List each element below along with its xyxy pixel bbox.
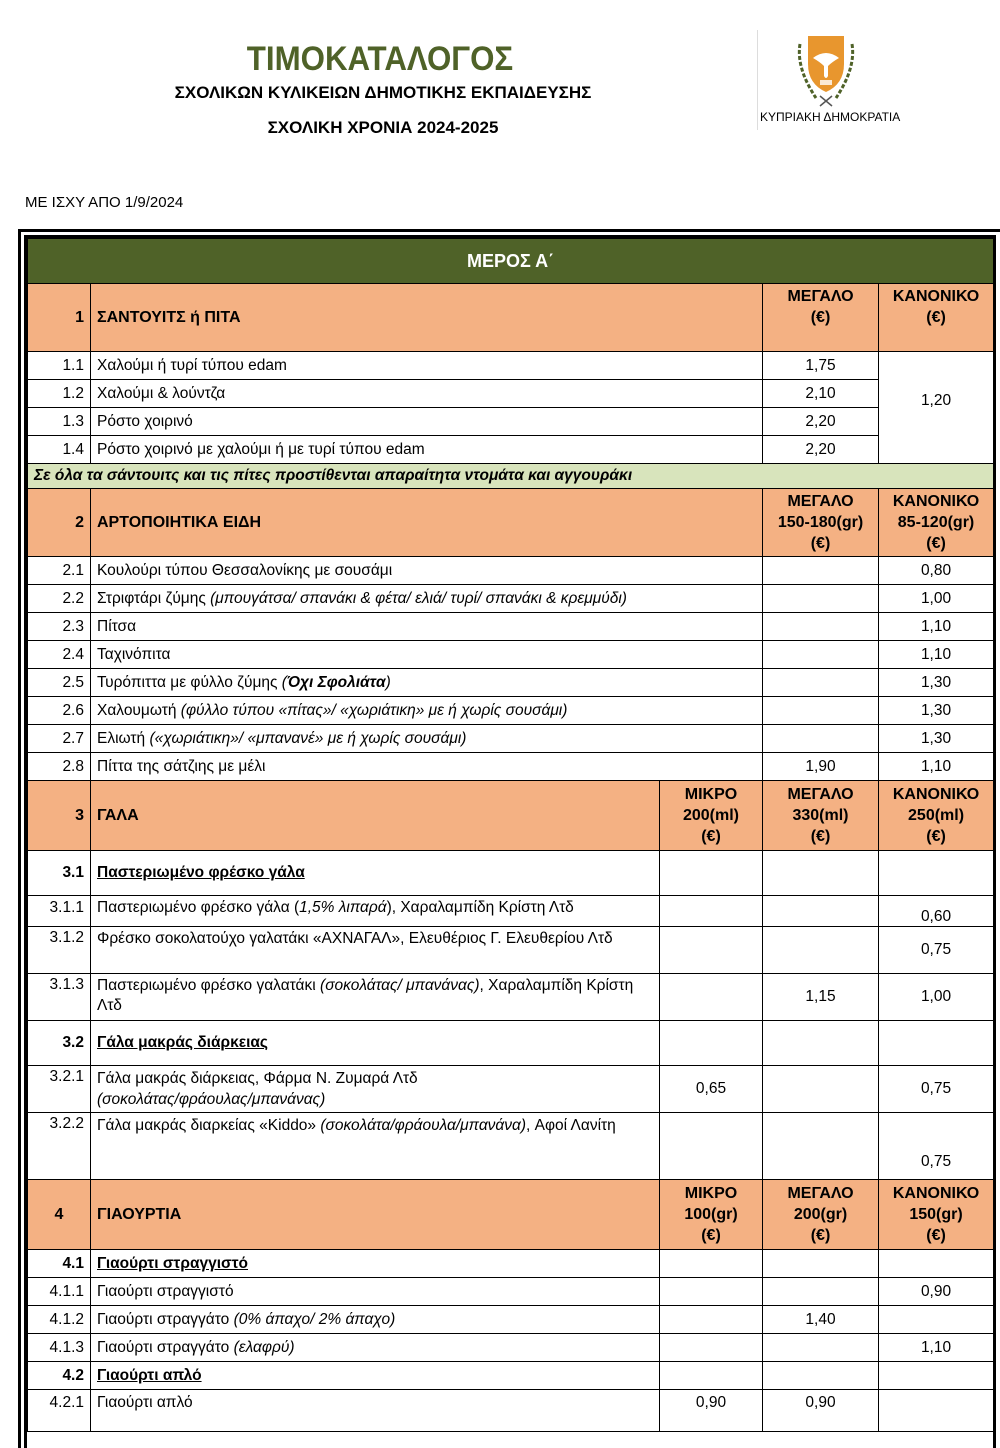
column-header-line: ΜΕΓΑΛΟ xyxy=(787,1185,854,1202)
subcategory-row xyxy=(28,1021,994,1066)
item-description-text: Γιαούρτι στραγγάτο xyxy=(97,1310,234,1328)
item-description-detail: (σοκολάτας/ μπανάνας) xyxy=(320,977,480,994)
column-header-regular xyxy=(879,489,994,557)
category-number: 1 xyxy=(28,284,91,352)
price-regular: 1,00 xyxy=(879,974,994,1021)
price-small: 0,65 xyxy=(660,1066,763,1113)
price-table xyxy=(27,238,994,1432)
table-row xyxy=(28,974,994,1021)
category-number: 4 xyxy=(28,1180,91,1250)
empty-cell xyxy=(879,851,994,896)
price-big xyxy=(763,585,879,613)
column-header-line: ΚΑΝΟΝΙΚΟ xyxy=(892,493,980,510)
item-description-text: Πίτσα xyxy=(97,617,137,635)
empty-cell xyxy=(763,851,879,896)
item-description-text: Γάλα μακράς διάρκειας, Φάρμα Ν. Ζυμαρά Λτδ xyxy=(97,1070,418,1087)
category-header-row xyxy=(28,284,994,352)
price-regular xyxy=(879,1306,994,1334)
item-description-text: Κουλούρι τύπου Θεσσαλονίκης με σουσάμι xyxy=(97,561,393,579)
school-year: ΣΧΟΛΙΚΗ ΧΡΟΝΙΑ 2024-2025 xyxy=(267,118,499,137)
column-header-line: 150-180(gr) xyxy=(777,514,864,531)
column-header-line: ΜΕΓΑΛΟ xyxy=(787,493,854,510)
table-row xyxy=(28,1066,994,1113)
page-title: ΤΙΜΟΚΑΤΑΛΟΓΟΣ xyxy=(246,40,514,78)
category-header-row xyxy=(28,1180,994,1250)
table-row xyxy=(28,408,994,436)
column-header-big xyxy=(763,284,879,352)
column-header-line: (€) xyxy=(701,828,721,845)
item-number: 3.1.1 xyxy=(28,896,91,927)
item-description xyxy=(91,974,660,1021)
category-number: 3 xyxy=(28,781,91,851)
item-number: 1.1 xyxy=(28,352,91,380)
price-big xyxy=(763,557,879,585)
item-description-text: Γάλα μακράς διαρκείας «Kiddo» xyxy=(97,1117,321,1134)
item-description: Φρέσκο σοκολατούχο γαλατάκι «ΑΧΝΑΓΑΛ», Ελευθέριος Γ. Ελευθερίου Λτδ xyxy=(91,927,660,974)
price-regular: 0,80 xyxy=(879,557,994,585)
price-small xyxy=(660,974,763,1021)
price-regular: 1,30 xyxy=(879,725,994,753)
price-big: 0,90 xyxy=(763,1390,879,1432)
item-description: Ρόστο χοιρινό xyxy=(91,408,763,436)
item-description-supplier: , Χαραλαμπίδη Κρίστη Λτδ xyxy=(97,977,634,1014)
price-big xyxy=(763,1066,879,1113)
part-title: ΜΕΡΟΣ Α΄ xyxy=(28,239,994,284)
item-description-detail: (σοκολάτας/φράουλας/μπανάνας) xyxy=(97,1091,326,1108)
table-row xyxy=(28,725,994,753)
item-number: 2.1 xyxy=(28,557,91,585)
item-number: 3.2.2 xyxy=(28,1113,91,1180)
item-description-text: Πίττα της σάτζιης με μέλι xyxy=(97,757,266,775)
price-big xyxy=(763,697,879,725)
category-title: ΓΑΛΑ xyxy=(91,781,660,851)
item-description-detail: ( xyxy=(281,673,287,691)
item-description-text: Παστεριωμένο φρέσκο γαλατάκι xyxy=(97,977,321,994)
column-header-line: (€) xyxy=(926,535,946,552)
item-description: Γιαούρτι απλό xyxy=(91,1390,660,1432)
table-row xyxy=(28,585,994,613)
table-row xyxy=(28,352,994,380)
price-regular: 0,75 xyxy=(879,927,994,974)
column-header-regular xyxy=(879,1180,994,1250)
price-big xyxy=(763,613,879,641)
table-row xyxy=(28,557,994,585)
item-number: 4.2.1 xyxy=(28,1390,91,1432)
price-big xyxy=(763,1278,879,1306)
table-row xyxy=(28,641,994,669)
column-header-line: ΚΑΝΟΝΙΚΟ xyxy=(892,786,980,803)
column-header-line: 200(gr) xyxy=(793,1206,848,1223)
logo xyxy=(757,30,908,130)
price-regular: 0,60 xyxy=(879,896,994,927)
column-header-line: (€) xyxy=(810,1227,831,1244)
column-header-line: ΜΕΓΑΛΟ xyxy=(787,786,854,803)
item-description xyxy=(91,697,763,725)
validity-date: ΜΕ ΙΣΧΥ ΑΠΟ 1/9/2024 xyxy=(25,194,184,211)
price-big: 2,20 xyxy=(763,436,879,464)
price-regular: 0,90 xyxy=(879,1278,994,1306)
price-regular: 1,10 xyxy=(879,1334,994,1362)
column-header-line: 150(gr) xyxy=(909,1206,963,1223)
column-header-big xyxy=(763,489,879,557)
item-number: 1.3 xyxy=(28,408,91,436)
item-description-text: Ταχινόπιτα xyxy=(97,645,171,663)
price-regular: 0,75 xyxy=(879,1066,994,1113)
table-row xyxy=(28,613,994,641)
column-header-line: (€) xyxy=(810,828,831,845)
column-header-line: ΜΙΚΡΟ xyxy=(684,1185,738,1202)
table-row xyxy=(28,1278,994,1306)
cyprus-coat-of-arms-icon xyxy=(786,32,866,112)
item-number: 2.7 xyxy=(28,725,91,753)
empty-cell xyxy=(660,1362,763,1390)
category-title: ΣΑΝΤΟΥΙΤΣ ή ΠΙΤΑ xyxy=(91,284,763,352)
item-description: Ρόστο χοιρινό με χαλούμι ή με τυρί τύπου edam xyxy=(91,436,763,464)
price-small xyxy=(660,1306,763,1334)
empty-cell xyxy=(660,1250,763,1278)
column-header-line: ΜΙΚΡΟ xyxy=(684,786,738,803)
price-small xyxy=(660,1113,763,1180)
price-small xyxy=(660,1334,763,1362)
item-description xyxy=(91,725,763,753)
item-description-text: Στριφτάρι ζύμης xyxy=(97,589,211,607)
item-description xyxy=(91,896,660,927)
column-header-line: 250(ml) xyxy=(908,807,965,824)
table-row xyxy=(28,1306,994,1334)
price-big xyxy=(763,927,879,974)
item-number: 1.2 xyxy=(28,380,91,408)
column-header-line: (€) xyxy=(701,1227,721,1244)
price-small: 0,90 xyxy=(660,1390,763,1432)
category-title: ΓΙΑΟΥΡΤΙΑ xyxy=(91,1180,660,1250)
note-text: Σε όλα τα σάντουιτς και τις πίτες προστίθενται απαραίτητα ντομάτα και αγγουράκι xyxy=(28,464,994,489)
column-header-line: ΜΕΓΑΛΟ xyxy=(787,288,854,305)
category-title: ΑΡΤΟΠΟΙΗΤΙΚΑ ΕΙΔΗ xyxy=(91,489,763,557)
item-description-text: Γιαούρτι στραγγάτο xyxy=(97,1338,234,1356)
price-small xyxy=(660,1278,763,1306)
table-row xyxy=(28,896,994,927)
item-number: 1.4 xyxy=(28,436,91,464)
item-description xyxy=(91,1278,660,1306)
subcategory-title: Γάλα μακράς διάρκειας xyxy=(91,1021,660,1066)
price-regular: 1,30 xyxy=(879,669,994,697)
price-big: 1,15 xyxy=(763,974,879,1021)
table-row xyxy=(28,927,994,974)
item-number: 4.1.3 xyxy=(28,1334,91,1362)
table-row xyxy=(28,669,994,697)
item-number: 2.8 xyxy=(28,753,91,781)
table-row xyxy=(28,1334,994,1362)
price-regular: 1,10 xyxy=(879,613,994,641)
empty-cell xyxy=(763,1021,879,1066)
item-number: 3.1.2 xyxy=(28,927,91,974)
subcategory-row xyxy=(28,1250,994,1278)
subcategory-number: 3.2 xyxy=(28,1021,91,1066)
price-regular: 1,20 xyxy=(879,352,994,464)
column-header-regular xyxy=(879,284,994,352)
price-regular: 1,10 xyxy=(879,753,994,781)
price-big: 1,90 xyxy=(763,753,879,781)
item-description xyxy=(91,1306,660,1334)
price-big xyxy=(763,896,879,927)
table-row xyxy=(28,436,994,464)
item-number: 3.2.1 xyxy=(28,1066,91,1113)
item-number: 2.2 xyxy=(28,585,91,613)
subcategory-title: Γιαούρτι στραγγιστό xyxy=(91,1250,660,1278)
item-description xyxy=(91,557,763,585)
item-description-text: Χαλουμωτή xyxy=(97,701,181,719)
item-description: Χαλούμι ή τυρί τύπου edam xyxy=(91,352,763,380)
item-description xyxy=(91,669,763,697)
item-description-detail: (ελαφρύ) xyxy=(233,1338,295,1356)
price-small xyxy=(660,896,763,927)
price-big xyxy=(763,725,879,753)
column-header-line: ΚΑΝΟΝΙΚΟ xyxy=(892,1185,980,1202)
price-regular: 0,75 xyxy=(879,1113,994,1180)
item-description-supplier: , Αφοί Λανίτη xyxy=(526,1117,616,1134)
item-description-emphasis: Όχι Σφολιάτα xyxy=(286,673,386,691)
subcategory-number: 4.1 xyxy=(28,1250,91,1278)
item-number: 2.3 xyxy=(28,613,91,641)
price-big: 2,20 xyxy=(763,408,879,436)
empty-cell xyxy=(763,1250,879,1278)
column-header-line: (€) xyxy=(810,535,831,552)
item-description-text: Παστεριωμένο φρέσκο γάλα ( xyxy=(97,899,300,916)
subcategory-number: 3.1 xyxy=(28,851,91,896)
item-number: 2.4 xyxy=(28,641,91,669)
table-row xyxy=(28,753,994,781)
item-description-detail: ) xyxy=(385,673,391,691)
item-description-supplier: ), Χαραλαμπίδη Κρίστη Λτδ xyxy=(386,899,574,916)
item-number: 3.1.3 xyxy=(28,974,91,1021)
price-big xyxy=(763,669,879,697)
price-big: 1,75 xyxy=(763,352,879,380)
item-description xyxy=(91,613,763,641)
empty-cell xyxy=(879,1250,994,1278)
item-description xyxy=(91,585,763,613)
page-subtitle: ΣΧΟΛΙΚΩΝ ΚΥΛΙΚΕΙΩΝ ΔΗΜΟΤΙΚΗΣ ΕΚΠΑΙΔΕΥΣΗΣ xyxy=(174,83,592,102)
item-number: 4.1.1 xyxy=(28,1278,91,1306)
price-small xyxy=(660,927,763,974)
note-row xyxy=(28,464,994,489)
item-description-detail: (φύλλο τύπου «πίτας»/ «χωριάτικη» με ή χωρίς σουσάμι) xyxy=(180,701,568,719)
column-header-line: 100(gr) xyxy=(684,1206,738,1223)
item-description-detail: (μπουγάτσα/ σπανάκι & φέτα/ ελιά/ τυρί/ σπανάκι & κρεμμύδι) xyxy=(210,589,627,607)
column-header-line: ΚΑΝΟΝΙΚΟ xyxy=(892,288,980,305)
item-description-text: Ελιωτή xyxy=(97,729,150,747)
item-description-detail: (0% άπαχο/ 2% άπαχο) xyxy=(233,1310,396,1328)
subcategory-row xyxy=(28,1362,994,1390)
price-regular: 1,10 xyxy=(879,641,994,669)
column-header-line: 330(ml) xyxy=(792,807,849,824)
table-row xyxy=(28,380,994,408)
column-header-line: 200(ml) xyxy=(682,807,740,824)
subcategory-number: 4.2 xyxy=(28,1362,91,1390)
item-description-detail: («χωριάτικη»/ «μπανανέ» με ή χωρίς σουσάμι) xyxy=(149,729,467,747)
subcategory-title: Παστεριωμένο φρέσκο γάλα xyxy=(91,851,660,896)
column-header-big xyxy=(763,1180,879,1250)
category-header-row xyxy=(28,781,994,851)
empty-cell xyxy=(879,1362,994,1390)
item-description xyxy=(91,753,763,781)
item-description xyxy=(91,1066,660,1113)
empty-cell xyxy=(660,1021,763,1066)
column-header-small xyxy=(660,1180,763,1250)
item-description xyxy=(91,641,763,669)
empty-cell xyxy=(763,1362,879,1390)
item-number: 2.6 xyxy=(28,697,91,725)
category-number: 2 xyxy=(28,489,91,557)
column-header-line: (€) xyxy=(810,309,831,326)
price-big xyxy=(763,1113,879,1180)
part-header-row xyxy=(28,239,994,284)
item-description xyxy=(91,1113,660,1180)
empty-cell xyxy=(879,1021,994,1066)
item-number: 4.1.2 xyxy=(28,1306,91,1334)
column-header-big xyxy=(763,781,879,851)
price-big xyxy=(763,641,879,669)
column-header-line: 85-120(gr) xyxy=(897,514,975,531)
price-big xyxy=(763,1334,879,1362)
empty-cell xyxy=(660,851,763,896)
table-row xyxy=(28,1390,994,1432)
table-row xyxy=(28,697,994,725)
item-description-detail: 1,5% λιπαρά xyxy=(299,899,387,916)
subcategory-row xyxy=(28,851,994,896)
item-description-text: Γιαούρτι στραγγιστό xyxy=(97,1282,234,1300)
column-header-line: (€) xyxy=(926,1227,946,1244)
column-header-small xyxy=(660,781,763,851)
category-header-row xyxy=(28,489,994,557)
column-header-line: (€) xyxy=(926,309,946,326)
price-regular xyxy=(879,1390,994,1432)
subcategory-title: Γιαούρτι απλό xyxy=(91,1362,660,1390)
item-number: 2.5 xyxy=(28,669,91,697)
price-big: 1,40 xyxy=(763,1306,879,1334)
table-row xyxy=(28,1113,994,1180)
price-regular: 1,00 xyxy=(879,585,994,613)
column-header-regular xyxy=(879,781,994,851)
item-description xyxy=(91,1334,660,1362)
column-header-line: (€) xyxy=(926,828,946,845)
price-regular: 1,30 xyxy=(879,697,994,725)
logo-text: ΚΥΠΡΙΑΚΗ ΔΗΜΟΚΡΑΤΙΑ xyxy=(760,110,901,124)
item-description-detail: (σοκολάτα/φράουλα/μπανάνα) xyxy=(320,1117,527,1134)
item-description: Χαλούμι & λούντζα xyxy=(91,380,763,408)
price-big: 2,10 xyxy=(763,380,879,408)
item-description-text: Τυρόπιττα με φύλλο ζύμης xyxy=(97,673,282,691)
